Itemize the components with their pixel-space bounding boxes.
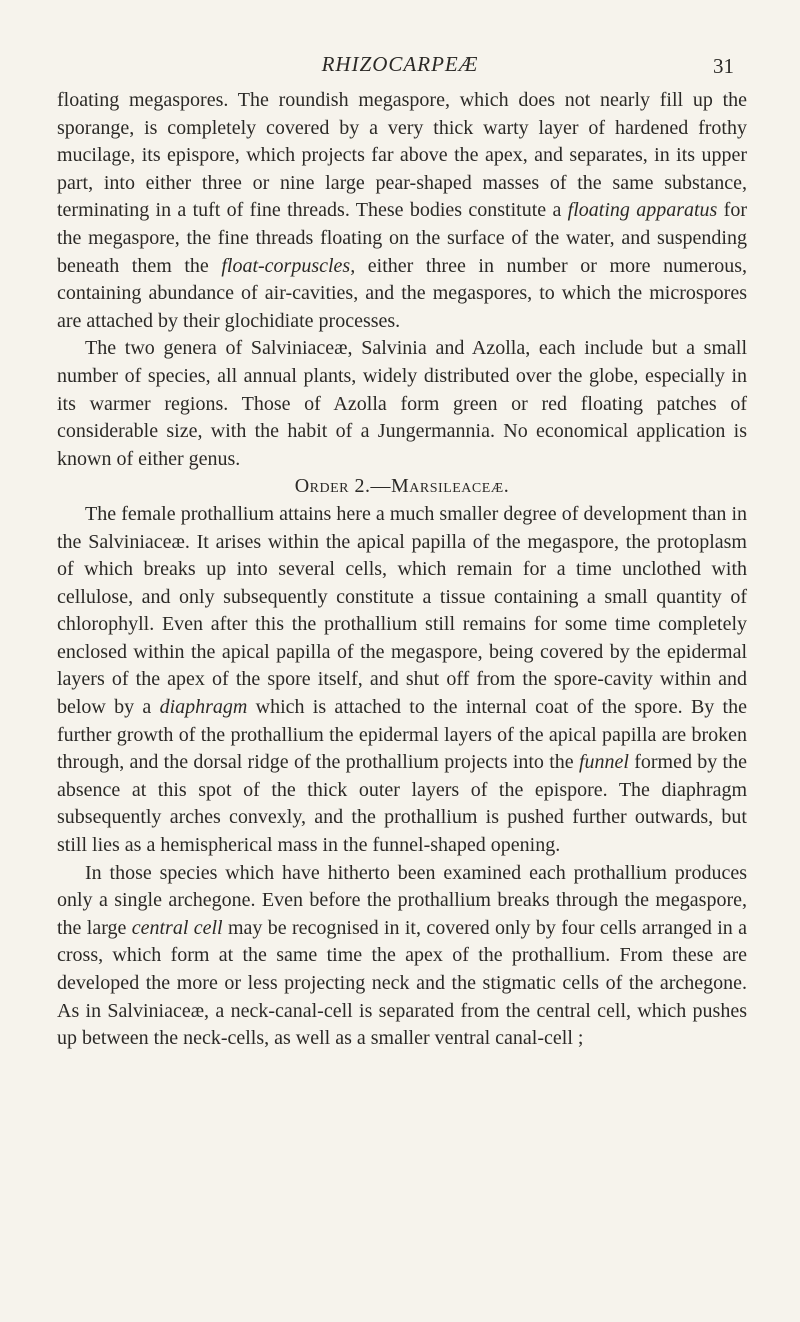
text-run: The female prothallium attains here a much smaller degree of development than in the Salviniaceæ. It arises within the apical papilla of the megaspore, the protoplasm of which breaks up into several cells, which remain for a time unclothed with cellulose, and only subsequently constitute a tissue containing a small quantity of chlorophyll. Even after this the prothallium still remains for some time completely enclosed within the apical papilla of the megaspore, being covered by the epidermal layers of the apex of the spore itself, and shut off from the spore-cavity within and below by a (57, 502, 747, 719)
paragraph-archegone (57, 860, 747, 1053)
italic-term-funnel: funnel (578, 751, 629, 774)
italic-term-central-cell: central cell (131, 916, 223, 939)
order-name: Marsileaceæ. (391, 475, 510, 498)
page-body (57, 87, 747, 1053)
section-heading-order (57, 473, 747, 501)
order-label: Order (294, 475, 350, 498)
text-run: formed by the absence at this spot of the thick outer layers of the epispore. The diaphragm subsequently arches convexly, and the prothallium is pushed further outwards, but still lies as a hemispherical mass in the funnel-shaped opening. (57, 751, 747, 857)
italic-term-float-corpuscles: float-corpuscles, (221, 254, 356, 277)
page-number: 31 (713, 54, 734, 78)
italic-term-floating-apparatus: floating apparatus (567, 199, 718, 222)
paragraph-female-prothallium (57, 501, 747, 860)
paragraph-salviniaceae-genera (57, 335, 747, 473)
text-run: which is attached to the internal coat of the spore. By the further growth of the prothallium the epidermal layers of the apical papilla are broken through, and the dorsal ridge of the prothallium projects into the (57, 696, 747, 774)
page-header (0, 48, 800, 82)
running-head: RHIZOCARPEÆ (321, 52, 479, 76)
order-number: 2.— (349, 475, 392, 498)
text-run: floating megaspores. The roundish megaspore, which does not nearly fill up the sporange, is completely covered by a very thick warty layer of hardened frothy mucilage, its epispore, which projects far above the apex, and separates, in its upper part, into either three or nine large pear-shaped masses of the same substance, terminating in a tuft of fine threads. These bodies constitute a (57, 89, 747, 222)
text-run: for the megaspore, the fine threads floating on the surface of the water, and suspending beneath them the (57, 199, 747, 277)
paragraph-floating-megaspores (57, 87, 747, 335)
text-run: either three in number or more numerous, containing abundance of air-cavities, and the megaspores, to which the microspores are attached by their glochidiate processes. (57, 254, 747, 332)
text-run: The two genera of Salviniaceæ, Salvinia and Azolla, each include but a small number of species, all annual plants, widely distributed over the globe, especially in its warmer regions. Those of Azolla form green or red floating patches of considerable size, with the habit of a Jungermannia. No economical application is known of either genus. (57, 337, 747, 470)
text-run: In those species which have hitherto been examined each prothallium produces only a single archegone. Even before the prothallium breaks through the megaspore, the large (57, 861, 747, 939)
italic-term-diaphragm: diaphragm (159, 696, 248, 719)
text-run: may be recognised in it, covered only by four cells arranged in a cross, which form at the same time the apex of the prothallium. From these are developed the more or less projecting neck and the stigmatic cells of the archegone. As in Salviniaceæ, a neck-canal-cell is separated from the central cell, which pushes up between the neck-cells, as well as a smaller ventral canal-cell ; (57, 916, 747, 1050)
